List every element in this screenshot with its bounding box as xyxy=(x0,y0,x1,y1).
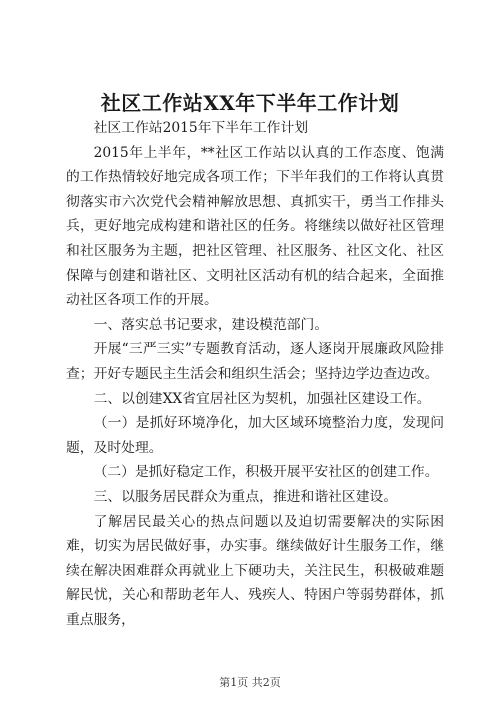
document-title: 社区工作站XX年下半年工作计划 xyxy=(100,91,400,115)
section-heading-2: 二、以创建XX省宜居社区为契机，加强社区建设工作。 xyxy=(93,390,431,407)
paragraph-item-2-2: （二）是抓好稳定工作，积极开展平安社区的创建工作。 xyxy=(93,464,439,481)
document-subtitle: 社区工作站2015年下半年工作计划 xyxy=(93,120,309,136)
page-number-footer: 第1页 共2页 xyxy=(219,676,281,689)
section-heading-3: 三、以服务居民群众为重点，推进和谐社区建设。 xyxy=(93,488,398,505)
section-heading-1: 一、落实总书记要求，建设模范部门。 xyxy=(93,316,329,333)
paragraph-item-2-1: （一）是抓好环境净化，加大区域环境整治力度，发现问题，及时处理。 xyxy=(66,415,444,456)
paragraph-section-3: 了解居民最关心的热点问题以及迫切需要解决的实际困难，切实为居民做好事，办实事。继续做好计生服务工作，继续在解决困难群众再就业上下硬功夫，关注民生，积极破难题解民忧，关心和帮助老年人、残疾人、特困户等弱势群体，抓重点服务， xyxy=(66,513,444,628)
paragraph-section-1: 开展“三严三实”专题教育活动，逐人逐岗开展廉政风险排查；开好专题民主生活会和组织生活会；坚持边学边查边改。 xyxy=(66,341,444,382)
document-body xyxy=(66,116,444,632)
paragraph-intro: 2015年上半年，**社区工作站以认真的工作态度、饱满的工作热情较好地完成各项工作；下半年我们的工作将认真贯彻落实市六次党代会精神解放思想、真抓实干，勇当工作排头兵，更好地完成构建和谐社区的任务。将继续以做好社区管理和社区服务为主题，把社区管理、社区服务、社区文化、社区保障与创建和谐社区、文明社区活动有机的结合起来，全面推动社区各项工作的开展。 xyxy=(66,144,444,309)
